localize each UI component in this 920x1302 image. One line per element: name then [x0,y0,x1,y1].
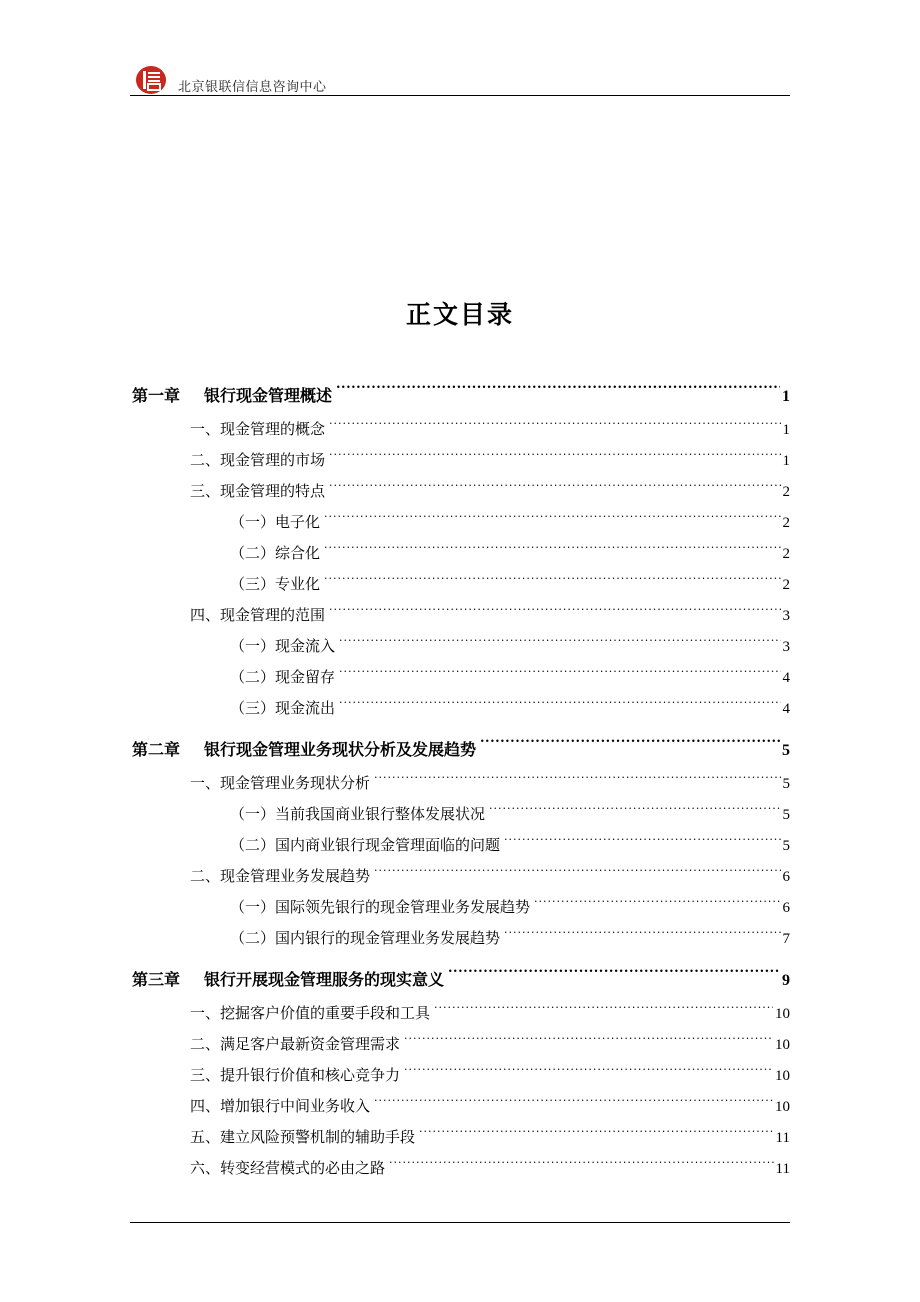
toc-section-entry[interactable] [132,998,790,1029]
toc-page-number: 5 [782,838,790,854]
dot-leader [339,698,780,713]
toc-section-entry[interactable] [132,923,790,954]
toc-section-entry[interactable] [132,600,790,631]
dot-leader [534,897,780,912]
toc-page-number: 3 [782,608,790,624]
toc-chapter-entry[interactable] [132,962,790,998]
toc-entry-label: （二）国内商业银行现金管理面临的问题 [230,836,501,854]
dot-leader [504,928,780,943]
toc-entry-label: 二、现金管理业务发展趋势 [190,867,371,885]
page-header [130,60,790,98]
page-title: 正文目录 [405,300,514,329]
toc-page-number: 4 [782,670,790,686]
toc-section-entry[interactable] [132,414,790,445]
toc-section-entry[interactable] [132,538,790,569]
toc-entry-label: 五、建立风险预警机制的辅助手段 [190,1128,416,1146]
toc-entry-label: （二）综合化 [230,544,321,562]
toc-page-number: 10 [775,1068,790,1084]
dot-leader [374,773,780,788]
toc-chapter-entry[interactable] [132,378,790,414]
toc-section-entry[interactable] [132,1122,790,1153]
toc-page-number: 10 [775,1037,790,1053]
toc-entry-label [132,732,476,768]
dot-leader [339,667,780,682]
toc-page-number: 2 [782,577,790,593]
toc-entry-label: （二）现金留存 [230,668,336,686]
toc-section-entry[interactable] [132,830,790,861]
chapter-title: 银行现金管理业务现状分析及发展趋势 [204,740,477,759]
toc-entry-label: 四、增加银行中间业务收入 [190,1097,371,1115]
toc-entry-label: （一）国际领先银行的现金管理业务发展趋势 [230,898,531,916]
dot-leader [324,512,780,527]
toc-page-number: 5 [782,807,790,823]
toc-entry-label [132,378,332,414]
toc-page-number: 4 [782,701,790,717]
toc-entry-label [132,962,444,998]
dot-leader [324,543,780,558]
chapter-number: 第三章 [132,970,181,989]
toc-entry-label: 二、现金管理的市场 [190,451,326,469]
toc-section-entry[interactable] [132,1091,790,1122]
dot-leader [489,804,780,819]
dot-leader [448,969,780,985]
toc-section-entry[interactable] [132,892,790,923]
toc-section-entry[interactable] [132,662,790,693]
dot-leader [374,866,780,881]
toc-page-number: 7 [782,931,790,947]
organization-name: 北京银联信信息咨询中心 [178,80,327,95]
toc-page-number: 9 [782,972,790,989]
toc-page-number: 10 [775,1006,790,1022]
toc-page-number: 1 [782,422,790,438]
dot-leader [404,1034,773,1049]
toc-entry-label: （三）专业化 [230,575,321,593]
dot-leader [329,419,780,434]
toc-section-entry[interactable] [132,768,790,799]
toc-section-entry[interactable] [132,1153,790,1184]
chapter-number: 第一章 [132,386,181,405]
toc-page-number: 10 [775,1099,790,1115]
toc-chapter-entry[interactable] [132,732,790,768]
toc-entry-label: 二、满足客户最新资金管理需求 [190,1035,401,1053]
header-divider [130,95,790,96]
toc-entry-label: （一）电子化 [230,513,321,531]
toc-page-number: 1 [782,453,790,469]
chapter-title: 银行现金管理概述 [204,386,333,405]
dot-leader [324,574,780,589]
dot-leader [504,835,780,850]
toc-page-number: 2 [782,546,790,562]
toc-page-number: 5 [782,742,790,759]
toc-section-entry[interactable] [132,1060,790,1091]
toc-section-entry[interactable] [132,445,790,476]
dot-leader [336,385,780,401]
dot-leader [374,1096,773,1111]
toc-page-number: 3 [782,639,790,655]
toc-page-number: 11 [775,1130,790,1146]
toc-entry-label: 三、提升银行价值和核心竞争力 [190,1066,401,1084]
toc-page-number: 6 [782,900,790,916]
chapter-title: 银行开展现金管理服务的现实意义 [204,970,445,989]
toc-entry-label: 一、现金管理的概念 [190,420,326,438]
xin-seal-logo-icon [134,64,168,96]
toc-page-number: 11 [775,1161,790,1177]
dot-leader [329,450,780,465]
toc-section-entry[interactable] [132,861,790,892]
toc-page-number: 2 [782,484,790,500]
dot-leader [419,1127,774,1142]
toc-section-entry[interactable] [132,1029,790,1060]
toc-section-entry[interactable] [132,799,790,830]
toc-entry-label: 一、挖掘客户价值的重要手段和工具 [190,1004,431,1022]
dot-leader [389,1158,774,1173]
chapter-number: 第二章 [132,740,181,759]
toc-section-entry[interactable] [132,476,790,507]
dot-leader [329,605,780,620]
dot-leader [434,1003,773,1018]
toc-page-number: 6 [782,869,790,885]
toc-section-entry[interactable] [132,631,790,662]
toc-entry-label: 四、现金管理的范围 [190,606,326,624]
toc-entry-label: （一）现金流入 [230,637,336,655]
footer-divider [130,1222,790,1223]
toc-entry-label: （一）当前我国商业银行整体发展状况 [230,805,486,823]
toc-page-number: 5 [782,776,790,792]
toc-entry-label: 三、现金管理的特点 [190,482,326,500]
toc-entry-label: （三）现金流出 [230,699,336,717]
toc-section-entry[interactable] [132,693,790,724]
toc-page-number: 2 [782,515,790,531]
table-of-contents [132,378,790,1184]
toc-section-entry[interactable] [132,569,790,600]
dot-leader [339,636,780,651]
toc-section-entry[interactable] [132,507,790,538]
dot-leader [329,481,780,496]
toc-entry-label: 一、现金管理业务现状分析 [190,774,371,792]
toc-entry-label: （二）国内银行的现金管理业务发展趋势 [230,929,501,947]
dot-leader [404,1065,773,1080]
toc-page-number: 1 [782,388,790,405]
toc-entry-label: 六、转变经营模式的必由之路 [190,1159,386,1177]
dot-leader [480,739,780,755]
